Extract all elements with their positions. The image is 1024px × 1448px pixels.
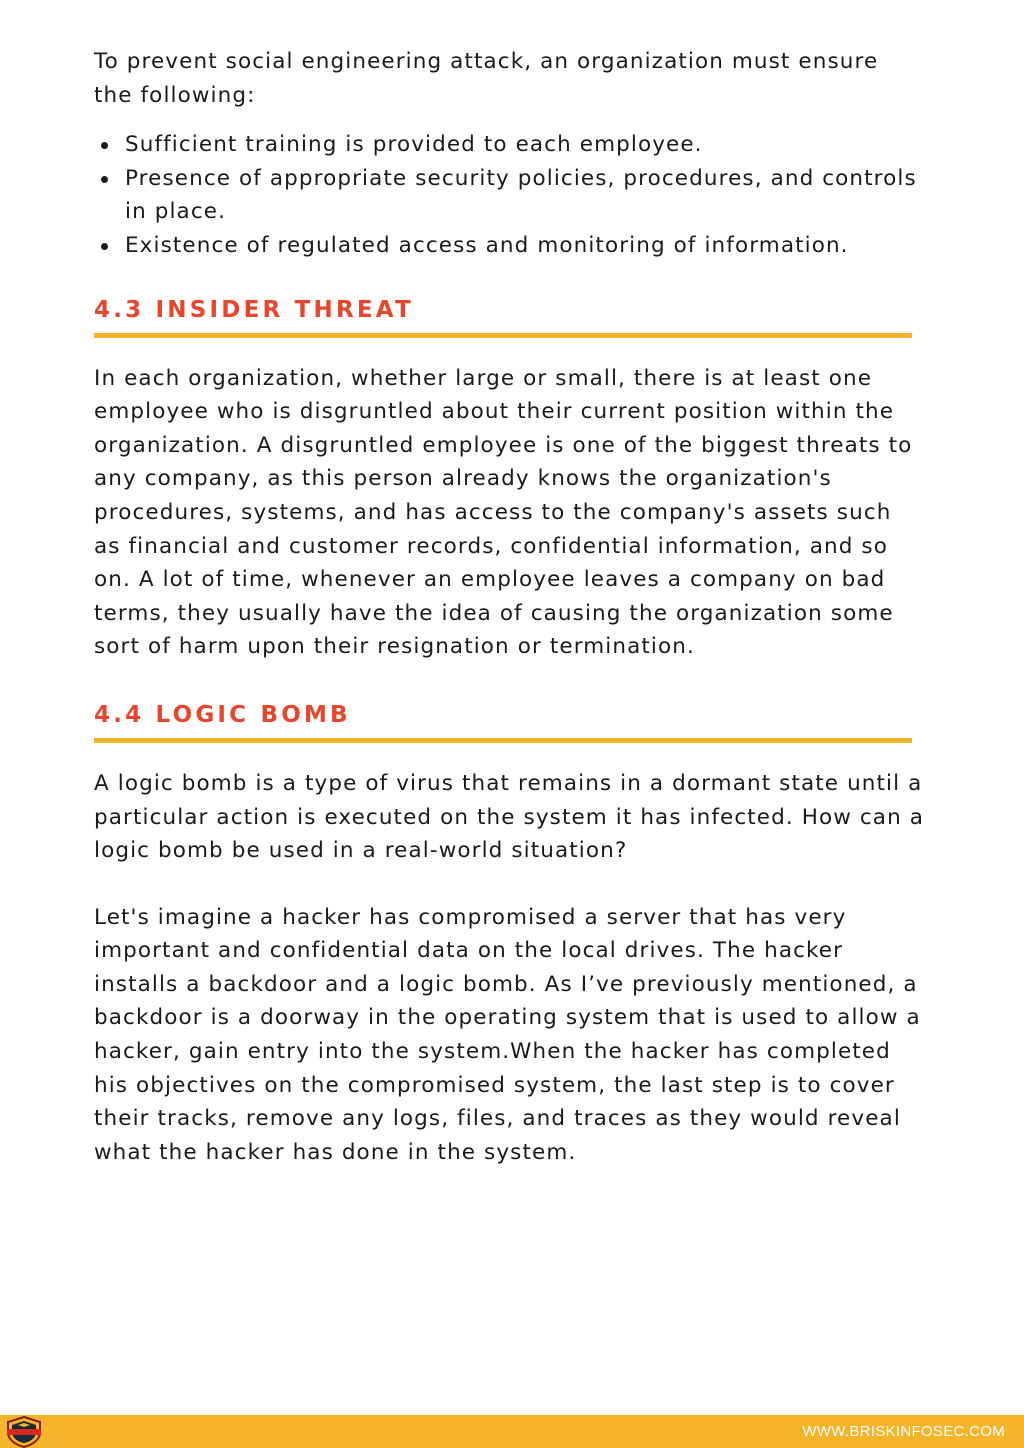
brisk-infosec-logo-icon — [4, 1415, 44, 1448]
page-content — [94, 45, 924, 1169]
list-item: Sufficient training is provided to each employee. — [125, 128, 924, 162]
footer-website-link[interactable]: WWW.BRISKINFOSEC.COM — [802, 1423, 1005, 1440]
intro-paragraph: To prevent social engineering attack, an organization must ensure the following: — [94, 49, 879, 108]
logic-bomb-paragraph-1: A logic bomb is a type of virus that remains in a dormant state until a particular action is executed on the system it has infected. How can a logic bomb be used in a real-world situation? — [94, 770, 925, 864]
list-item: Presence of appropriate security policies, procedures, and controls in place. — [125, 162, 924, 229]
section-heading-insider-threat: 4.3 INSIDER THREAT — [94, 297, 912, 338]
insider-threat-paragraph: In each organization, whether large or small, there is at least one employee who is disgruntled about their current position within the organization. A disgruntled employee is one of the biggest threats to any company, as this person already knows the organization's procedures, systems, and has access to the company's assets such as financial and customer records, confidential information, and so on. A lot of time, whenever an employee leaves a company on bad terms, they usually have the idea of causing the organization some sort of harm upon their resignation or termination. — [94, 365, 913, 660]
logic-bomb-paragraph-2: Let's imagine a hacker has compromised a server that has very important and confidential data on the local drives. The hacker installs a backdoor and a logic bomb. As I’ve previously mentioned, a backdoor is a doorway in the operating system that is used to allow a hacker, gain entry into the system.When the hacker has completed his objectives on the compromised system, the last step is to cover their tracks, remove any logs, files, and traces as they would reveal what the hacker has done in the system. — [94, 904, 921, 1165]
section-heading-logic-bomb: 4.4 LOGIC BOMB — [94, 702, 912, 743]
footer-bar — [0, 1415, 1024, 1448]
list-item: Existence of regulated access and monitoring of information. — [125, 229, 924, 263]
prevention-list — [94, 128, 924, 262]
